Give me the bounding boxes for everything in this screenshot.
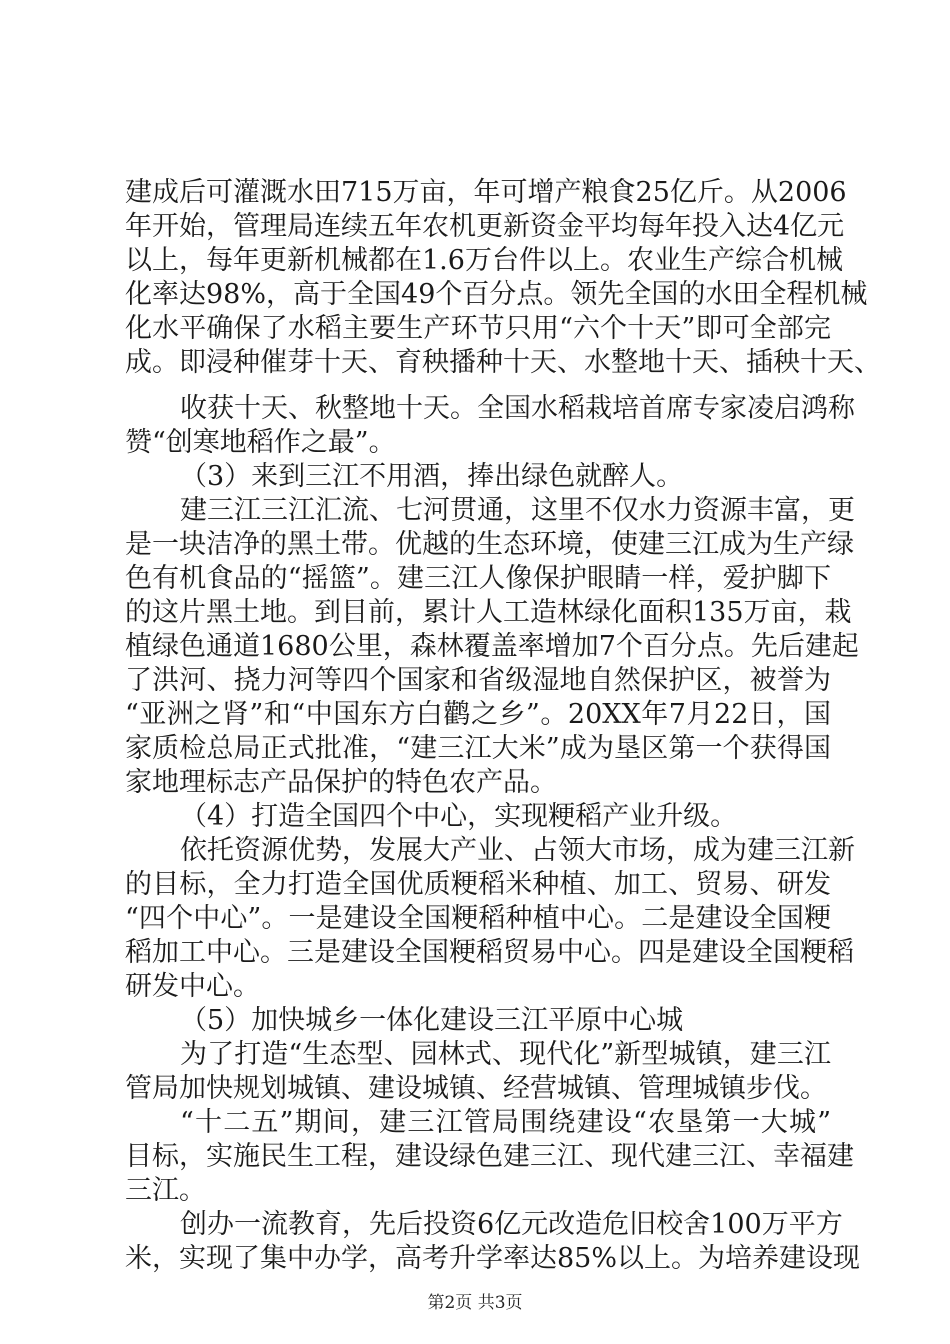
text-line: 研发中心。 — [125, 971, 260, 1002]
text-line: 植绿色通道1680公里，森林覆盖率增加7个百分点。先后建起 — [125, 631, 859, 662]
section-heading: （4）打造全国四个中心，实现粳稻产业升级。 — [180, 801, 738, 832]
text-line: 赞“创寒地稻作之最”。 — [125, 427, 396, 458]
text-line: 稻加工中心。三是建设全国粳稻贸易中心。四是建设全国粳稻 — [125, 937, 854, 968]
text-line: “四个中心”。一是建设全国粳稻种植中心。二是建设全国粳 — [125, 903, 831, 934]
text-line: 化率达98%，高于全国49个百分点。领先全国的水田全程机械 — [125, 279, 868, 310]
text-line: 以上，每年更新机械都在1.6万台件以上。农业生产综合机械 — [125, 245, 843, 276]
text-line: “亚洲之肾”和“中国东方白鹳之乡”。20XX年7月22日，国 — [125, 699, 831, 730]
text-line: 建成后可灌溉水田715万亩，年可增产粮食25亿斤。从2006 — [125, 177, 847, 208]
text-line: 年开始，管理局连续五年农机更新资金平均每年投入达4亿元 — [125, 211, 845, 242]
section-heading: （3）来到三江不用酒，捧出绿色就醉人。 — [180, 461, 684, 492]
text-line: 依托资源优势，发展大产业、占领大市场，成为建三江新 — [180, 835, 855, 866]
page-footer: 第2页 共3页 — [427, 1293, 523, 1313]
text-line: 为了打造“生态型、园林式、现代化”新型城镇，建三江 — [180, 1039, 831, 1070]
text-line: 了洪河、挠力河等四个国家和省级湿地自然保护区，被誉为 — [125, 665, 831, 696]
text-line: 建三江三江汇流、七河贯通，这里不仅水力资源丰富，更 — [180, 495, 855, 526]
text-line: 是一块洁净的黑土带。优越的生态环境，使建三江成为生产绿 — [125, 529, 854, 560]
text-line: 的目标，全力打造全国优质粳稻米种植、加工、贸易、研发 — [125, 869, 831, 900]
text-line: 成。即浸种催芽十天、育秧播种十天、水整地十天、插秧十天、 — [125, 347, 881, 378]
text-line: 目标，实施民生工程，建设绿色建三江、现代建三江、幸福建 — [125, 1141, 854, 1172]
section-heading: （5）加快城乡一体化建设三江平原中心城 — [180, 1005, 684, 1036]
text-line: 三江。 — [125, 1175, 206, 1206]
text-line: 管局加快规划城镇、建设城镇、经营城镇、管理城镇步伐。 — [125, 1073, 827, 1104]
text-line: 的这片黑土地。到目前，累计人工造林绿化面积135万亩，栽 — [125, 597, 852, 628]
text-line: 色有机食品的“摇篮”。建三江人像保护眼睛一样，爱护脚下 — [125, 563, 831, 594]
text-line: 创办一流教育，先后投资6亿元改造危旧校舍100万平方 — [180, 1209, 843, 1240]
text-line: 化水平确保了水稻主要生产环节只用“六个十天”即可全部完 — [125, 313, 831, 344]
text-line: 收获十天、秋整地十天。全国水稻栽培首席专家凌启鸿称 — [180, 393, 855, 424]
text-line: 家质检总局正式批准，“建三江大米”成为垦区第一个获得国 — [125, 733, 831, 764]
text-line: 米，实现了集中办学，高考升学率达85%以上。为培养建设现 — [125, 1243, 861, 1274]
text-line: “十二五”期间，建三江管局围绕建设“农垦第一大城” — [180, 1107, 831, 1138]
text-line: 家地理标志产品保护的特色农产品。 — [125, 767, 557, 798]
